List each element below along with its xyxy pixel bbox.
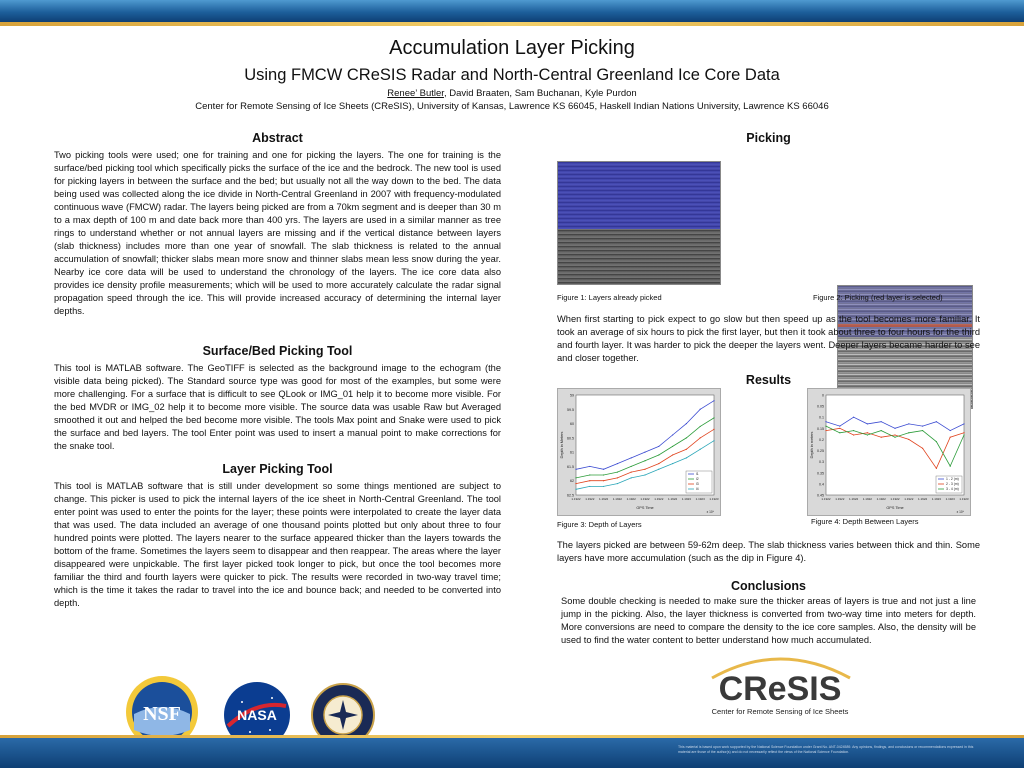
series-point [894, 434, 895, 435]
legend-label: l1 [696, 472, 699, 476]
series-point [839, 428, 840, 429]
layer-picking-section [54, 461, 501, 610]
series-point [825, 430, 826, 431]
series-point [575, 469, 576, 470]
y-tick-label: 0.05 [817, 404, 824, 409]
legend-label: l4 [696, 487, 699, 491]
y-tick-label: 0.35 [817, 471, 824, 476]
series-point [908, 439, 909, 440]
series-point [825, 421, 826, 422]
x-tick-label: 1.1922 [862, 497, 872, 501]
figure-1-echogram [557, 161, 721, 285]
abstract-heading: Abstract [252, 131, 303, 145]
series-point [644, 460, 645, 461]
x-axis-multiplier: x 10⁹ [706, 510, 714, 514]
affiliation: Center for Remote Sensing of Ice Sheets (CReSIS), University of Kansas, Lawrence KS 66045, Haskell Indian Nations University, Lawrence KS 66046 [195, 101, 829, 112]
series-point [713, 400, 714, 401]
y-axis-label: Depth in meters [810, 431, 814, 459]
series-point [881, 430, 882, 431]
y-tick-label: 59.5 [567, 407, 574, 412]
conclusions-heading: Conclusions [730, 579, 806, 593]
cresis-logo [700, 648, 860, 720]
depth-of-layers-chart [558, 389, 720, 515]
x-axis-label: GPS Time [886, 506, 904, 510]
series-point [658, 463, 659, 464]
series-point [658, 446, 659, 447]
series-point [867, 423, 868, 424]
legend-label: l2 [696, 477, 699, 481]
series-point [672, 446, 673, 447]
series-point [963, 432, 964, 433]
x-tick-label: 1.1922 [904, 497, 914, 501]
series-point [936, 421, 937, 422]
series-point [853, 434, 854, 435]
series-point [713, 417, 714, 418]
series-point [950, 437, 951, 438]
series-point [617, 477, 618, 478]
poster-title: Accumulation Layer Picking [389, 37, 635, 59]
top-gold-stripe [0, 22, 1024, 26]
series-point [631, 457, 632, 458]
series-point [881, 437, 882, 438]
x-tick-label: 1.1923 [709, 497, 719, 501]
x-tick-label: 1.1922 [571, 497, 581, 501]
x-tick-label: 1.1922 [835, 497, 845, 501]
series-point [589, 466, 590, 467]
y-tick-label: 0.2 [819, 437, 824, 442]
y-tick-label: 61 [570, 450, 574, 455]
series-point [603, 486, 604, 487]
cresis-tagline: Center for Remote Sensing of Ice Sheets [711, 707, 849, 716]
y-tick-label: 62 [570, 479, 574, 484]
series-point [686, 437, 687, 438]
series-point [575, 477, 576, 478]
series-point [644, 452, 645, 453]
picking-heading: Picking [746, 131, 791, 145]
nsf-logo-text: NSF [143, 703, 181, 725]
legend-label: 1 - 2 (m) [946, 477, 959, 481]
x-axis-label: GPS Time [636, 506, 654, 510]
x-tick-label: 1.1923 [959, 497, 969, 501]
y-tick-label: 59 [570, 393, 574, 398]
series-point [963, 434, 964, 435]
series-point [644, 474, 645, 475]
series-point [950, 466, 951, 467]
x-tick-label: 1.1922 [640, 497, 650, 501]
funding-note: This material is based upon work supported by the National Science Foundation under Grant No. ANT-0424589. Any opinions, findings, and conclusions or recommendations expressed in this material are those of the author(s) and do not necessarily reflect the views of the National Science Foundation. [678, 745, 974, 754]
series-point [644, 469, 645, 470]
x-tick-label: 1.1922 [599, 497, 609, 501]
x-tick-label: 1.1922 [654, 497, 664, 501]
figure-3-caption: Figure 3: Depth of Layers [557, 520, 642, 529]
series-point [867, 434, 868, 435]
series-point [658, 469, 659, 470]
series-point [686, 449, 687, 450]
y-tick-label: 0.25 [817, 449, 824, 454]
poster-header [0, 36, 1024, 113]
layer-picking-text: This tool is MATLAB software that is still under development so some things mentioned are subject to change. This picker is used to pick the internal layers of the ice sheet in North-Central Greenland. The tool enter point was used to enter the points for the layer; these points were interpolated to create the layer data that was used. The data included an average of one thousand points plotted but only about three to four hundred points were plotted. The layers nearer to the surface appeared thicker than the layers towards the bottom of the frame. Sometimes the layers seem to disappear and then reappear. The areas where the layer disappeared were unpickable. The first layer picked took longer to pick, but once the tool becomes more familiar the third and fourth layers were quicker to pick. The results were recorded in two-way travel time; which is the time it takes the radar to travel into the ice and bounce back; and needed to be converted into depth. [54, 481, 501, 608]
series-point [867, 432, 868, 433]
series-point [617, 472, 618, 473]
y-tick-label: 60 [570, 422, 574, 427]
picking-text: When first starting to pick expect to go slow but then speed up as the tool becomes more familiar. It took an average of six hours to pick the first layer, but then it took about three to four hours for the third and fourth layer. It was harder to pick the deeper the layers went. Deeper layers became harder to see and closer together. [557, 314, 980, 363]
series-point [700, 426, 701, 427]
series-point [631, 466, 632, 467]
legend-label: l3 [696, 482, 699, 486]
surface-bed-heading: Surface/Bed Picking Tool [202, 344, 353, 358]
surface-bed-section [54, 343, 501, 453]
y-tick-label: 0.45 [817, 493, 824, 498]
y-axis-label: Depth in Meters [560, 431, 564, 459]
series-point [963, 423, 964, 424]
y-tick-label: 0 [822, 393, 824, 398]
results-heading: Results [745, 373, 792, 387]
series-point [825, 426, 826, 427]
series-point [936, 441, 937, 442]
series-point [713, 440, 714, 441]
series-point [853, 430, 854, 431]
series-point [631, 477, 632, 478]
x-tick-label: 1.1922 [668, 497, 678, 501]
top-banner [0, 0, 1024, 22]
series-point [700, 409, 701, 410]
series-point [672, 463, 673, 464]
cresis-wordmark: CReSIS [718, 670, 842, 708]
series-point [575, 483, 576, 484]
y-tick-label: 0.4 [819, 482, 824, 487]
surface-bed-text: This tool is MATLAB software. The GeoTIFF is selected as the background image to the echogram (the visible data being picked). The Standard source type was good for most of the examples, but some were more challenging. For a surface that is difficult to see QLook or IMG_01 help it to become more visible. For the bed MVDR or IMG_02 help it to become more visible. The source data was usable Raw but Averaged smoothed it out and helped the bed become more visible. The tools Max point and Snake were used to pick the surface and bed layers. The tool Enter point was used to insert a manual point to make corrections for the snake tool. [54, 363, 501, 451]
series-point [922, 426, 923, 427]
series-point [894, 428, 895, 429]
series-point [950, 430, 951, 431]
right-column [557, 130, 980, 670]
author-list [0, 87, 1024, 100]
series-point [700, 449, 701, 450]
x-tick-label: 1.1922 [890, 497, 900, 501]
series-point [922, 448, 923, 449]
x-tick-label: 1.1923 [931, 497, 941, 501]
figure-1-caption: Figure 1: Layers already picked [557, 293, 662, 302]
series-point [672, 434, 673, 435]
y-tick-label: 0.15 [817, 426, 824, 431]
series-point [589, 474, 590, 475]
series-point [686, 457, 687, 458]
figure-4-caption: Figure 4: Depth Between Layers [811, 517, 919, 526]
series-point [839, 426, 840, 427]
y-tick-label: 62.5 [567, 493, 574, 498]
figure-3-chart [557, 388, 721, 516]
figure-4-chart [807, 388, 971, 516]
x-tick-label: 1.1922 [876, 497, 886, 501]
y-tick-label: 61.5 [567, 464, 574, 469]
legend-label: 2 - 3 (m) [946, 482, 959, 486]
series-point [672, 454, 673, 455]
series-point [658, 454, 659, 455]
legend-label: 3 - 4 (m) [946, 487, 959, 491]
series-point [881, 421, 882, 422]
x-tick-label: 1.1922 [585, 497, 595, 501]
y-tick-label: 0.3 [819, 460, 824, 465]
x-tick-label: 1.1922 [849, 497, 859, 501]
series-point [603, 469, 604, 470]
lead-author: Renee’ Butler [387, 88, 444, 99]
cresis-arc [700, 648, 860, 720]
results-text: The layers picked are between 59-62m deep. The slab thickness varies between thick and thin. Some layers have more accumulation (such as the dip in Figure 4). [557, 540, 980, 563]
series-point [603, 474, 604, 475]
series-point [922, 430, 923, 431]
series-point [617, 483, 618, 484]
series-point [700, 437, 701, 438]
series-point [603, 480, 604, 481]
conclusions-text: Some double checking is needed to make sure the thicker areas of layers is true and not just a line jump in the picking. Also, the layer thickness is converted from two-way time into meters for depth. More conversions are need to compare the density to the ice core samples. Also, the density will be used to find the water content to better understand how much accumulated. [561, 596, 976, 645]
series-point [617, 463, 618, 464]
series-point [908, 432, 909, 433]
abstract-text: Two picking tools were used; one for training and one for picking the layers. The one for training is the surface/bed picking tool which specifically picks the surface of the ice and the bedrock. The new tool is used for picking layers in between the surface and the bed; but usually not all the way down to the bed. The data being used was collected along the ice divide in North-Central Greenland in 2007 with frequency-modulated continuous wave (FMCW) radar. The layers being picked are from a 70km segment and is deeper than 30 m to a max depth of 100 m and date back more than 400 yrs. The layers are used in a similar manner as tree rings to understand whether or not annual layers are missing and if the vertical distance between layers (slab thickness) includes more than one year of snowfall. The slab thickness is related to the annual accumulation of snowfall; thicker slabs mean more snow and thinner slabs mean less snow during the year. Nearby ice core data will be used to understand the chronology of the layers. The ice core data also provides ice density profile measurements; which will be used to more accurately calculate the radar signal propagation speed through the ice. This will provide increased accuracy of determining the internal layer depths. [54, 150, 501, 316]
depth-between-layers-chart [808, 389, 970, 515]
series-point [575, 489, 576, 490]
series-point [936, 468, 937, 469]
x-tick-label: 1.1922 [612, 497, 622, 501]
echogram-unpicked-area [558, 229, 720, 284]
series-point [908, 423, 909, 424]
y-tick-label: 60.5 [567, 436, 574, 441]
series-point [853, 417, 854, 418]
series-point [894, 437, 895, 438]
series-point [686, 423, 687, 424]
series-point [839, 432, 840, 433]
series-point [631, 472, 632, 473]
series-point [713, 429, 714, 430]
y-tick-label: 0.1 [819, 415, 824, 420]
x-tick-label: 1.1923 [945, 497, 955, 501]
figure-2-caption: Figure 2: Picking (red layer is selected) [813, 293, 943, 302]
x-axis-multiplier: x 10⁹ [956, 510, 964, 514]
nasa-logo-text: NASA [237, 707, 277, 723]
layer-picking-heading: Layer Picking Tool [222, 462, 333, 476]
abstract-section [54, 130, 501, 318]
series-point [589, 480, 590, 481]
series-point [589, 486, 590, 487]
x-tick-label: 1.1922 [918, 497, 928, 501]
x-tick-label: 1.1923 [681, 497, 691, 501]
poster-subtitle: Using FMCW CReSIS Radar and North-Central Greenland Ice Core Data [244, 66, 780, 84]
x-tick-label: 1.1922 [626, 497, 636, 501]
x-tick-label: 1.1923 [695, 497, 705, 501]
co-authors: , David Braaten, Sam Buchanan, Kyle Purdon [443, 88, 637, 99]
x-tick-label: 1.1922 [821, 497, 831, 501]
